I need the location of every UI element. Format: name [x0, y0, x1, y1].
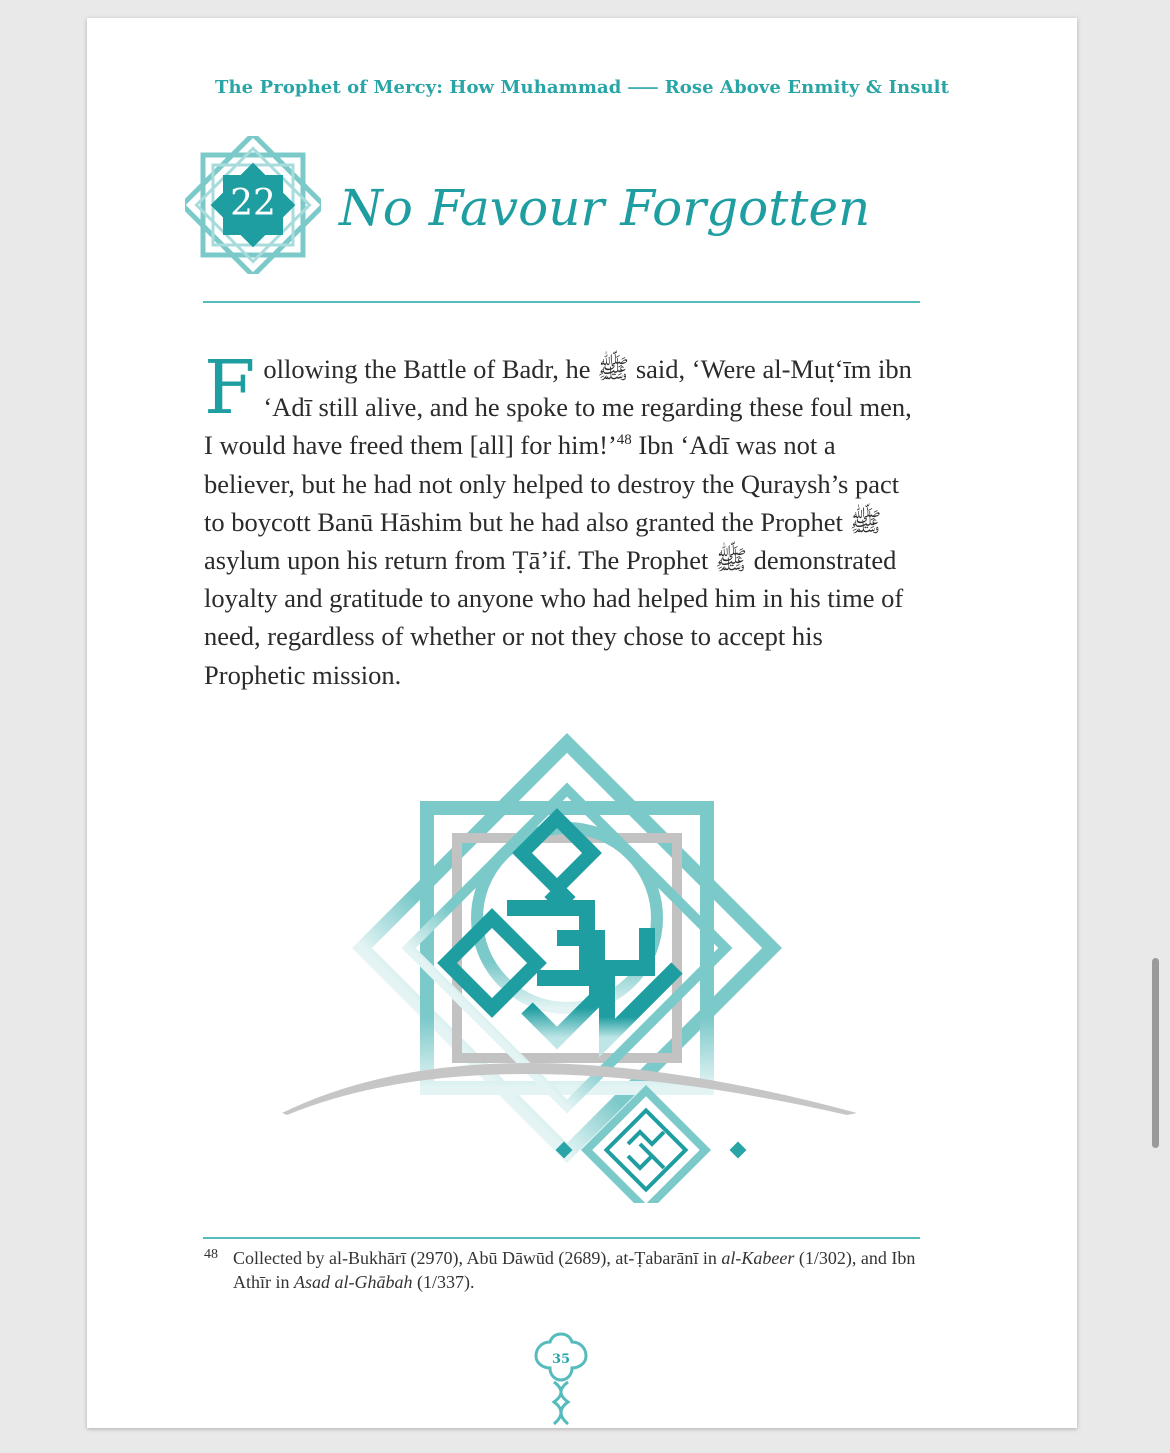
- page-number-ornament: [528, 1328, 594, 1428]
- footnote-divider: [203, 1237, 920, 1239]
- running-header-text: The Prophet of Mercy: How Muhammad ⸺ Rose Above Enmity & Insult: [215, 77, 949, 98]
- page-number: 35: [551, 1352, 571, 1367]
- page-number-frame-icon: [528, 1328, 594, 1428]
- body-paragraph: [204, 345, 924, 694]
- calligraphy-ornament-icon: [267, 723, 867, 1203]
- vertical-scrollbar[interactable]: [1152, 958, 1159, 1148]
- footnote: [204, 1246, 924, 1294]
- chapter-number: 22: [230, 183, 276, 224]
- running-header: [87, 73, 1077, 99]
- footnote-text: Collected by al-Bukhārī (2970), Abū Dāwūd (2689), at-Ṭabarānī in al-Kabeer (1/302), and Ibn Athīr in Asad al-Ghābah (1/337).: [233, 1248, 916, 1292]
- book-page: [87, 18, 1077, 1428]
- title-divider: [203, 301, 920, 303]
- chapter-title: No Favour Forgotten: [339, 179, 871, 237]
- drop-cap: F: [204, 345, 256, 431]
- chapter-number-badge: [185, 136, 321, 274]
- body-text: ollowing the Battle of Badr, he ﷺ said, ‘Were al-Muṭ‘īm ibn ‘Adī still alive, and he spoke to me regarding these foul men, I would have freed them [all] for him!’$^{48}$ Ibn ‘Adī was not a believer, but he had not only helped to destroy the Quraysh’s pact to boycott Banū Hāshim but he had also granted the Prophet ﷺ asylum upon his return from Ṭā’if. The Prophet ﷺ demonstrated loyalty and gratitude to anyone who had helped him in his time of need, regardless of whether or not they chose to accept his Prophetic mission.: [204, 354, 912, 690]
- footnote-number: 48: [204, 1247, 218, 1262]
